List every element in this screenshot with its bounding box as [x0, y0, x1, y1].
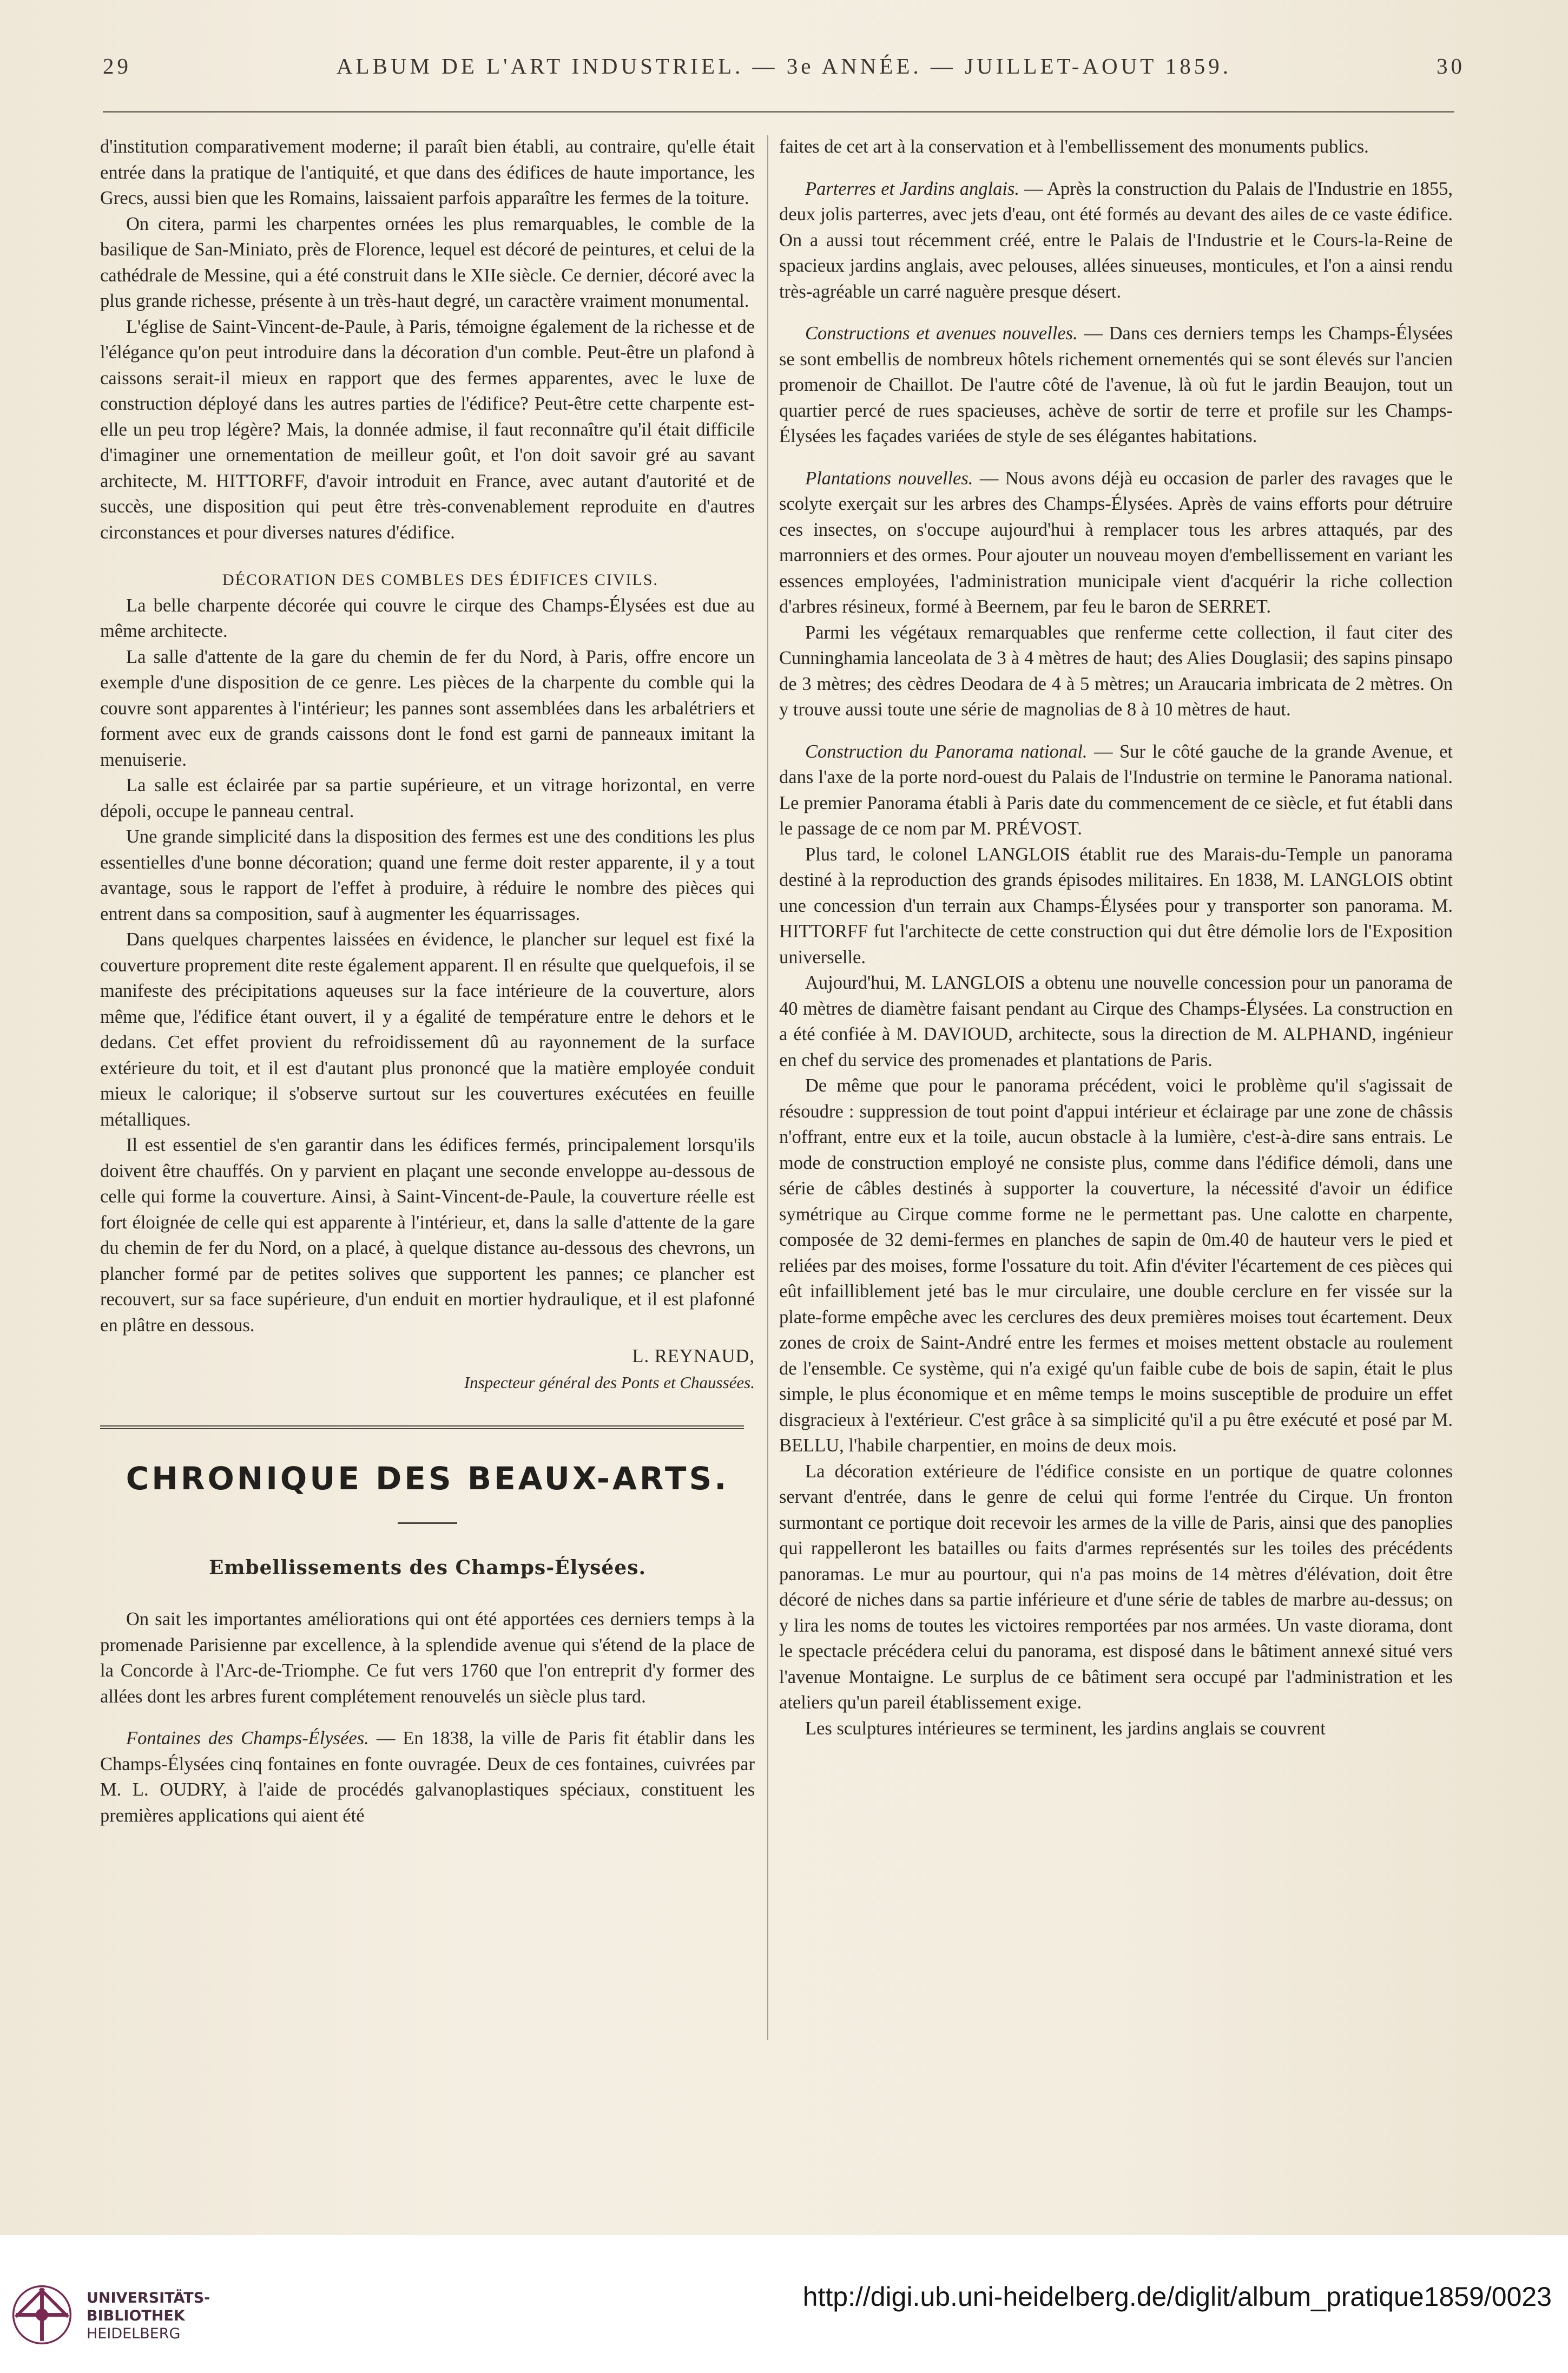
paragraph-body: — Nous avons déjà eu occasion de parler des ravages que le scolyte exerçait sur les arbres des Champs-Élysées. Après de vains efforts pour détruire ces insectes, on s'occupe aujourd'hui à remplacer tous les arbres attaqués, par des marronniers et des ormes. Pour ajouter un nouveau moyen d'embellissement en variant les essences employées, l'administration municipale vient d'acquérir la riche collection d'arbres résineux, formé à Beernem, par feu le baron de SERRET. [779, 468, 1453, 617]
paragraph-body: — Dans ces derniers temps les Champs-Élysées se sont embellis de nombreux hôtels richement ornementés qui se sont élevés sur l'ancien promenoir de Chaillot. De l'autre côté de l'avenue, là où fut le jardin Beaujon, tout un quartier percé de rues spacieuses, achève de sortir de terre et profile sur les Champs-Élysées les façades variées de style de ses élégantes habitations. [779, 323, 1453, 446]
paragraph: La décoration extérieure de l'édifice consiste en un portique de quatre colonnes servant d'entrée, dans le genre de celui qui forme l'entrée du Cirque. Un fronton surmontant ce portique doit recevoir les armes de la ville de Paris, ainsi que des panoplies qui rappelleront les batailles ou faits d'armes représentés sur les toiles des précédents panoramas. Le mur au pourtour, qui n'a pas moins de 14 mètres d'élévation, doit être décoré de niches dans sa partie inférieure et d'une série de tables de marbre au-dessus; on y lira les noms de toutes les victoires remportées par nos armées. Un vaste diorama, dont le spectacle précédera celui du panorama, est disposé dans le bâtiment annexé situé vers l'avenue Montaigne. Le surplus de ce bâtiment sera occupé par l'administration et les ateliers qu'un pareil établissement exige. [779, 1461, 1453, 1713]
paragraph [779, 739, 1453, 842]
paragraph: Les sculptures intérieures se terminent, les jardins anglais se couvrent [805, 1718, 1326, 1739]
short-rule [398, 1522, 457, 1524]
paragraph: La belle charpente décorée qui couvre le cirque des Champs-Élysées est due au même architecte. [100, 595, 755, 641]
paragraph: Aujourd'hui, M. LANGLOIS a obtenu une nouvelle concession pour un panorama de 40 mètres de diamètre faisant pendant au Cirque des Champs-Élysées. La construction en a été confiée à M. DAVIOUD, architecte, sous la direction de M. ALPHAND, ingénieur en chef du service des promenades et plantations de Paris. [779, 972, 1453, 1070]
section-double-rule [100, 1425, 744, 1429]
right-column [779, 134, 1453, 1741]
paragraph: Une grande simplicité dans la disposition des fermes est une des conditions les plus essentielles d'une bonne décoration; quand une ferme doit rester apparente, il y a tout avantage, sous le rapport de l'effet à produire, à réduire le nombre des pièces qui entrent dans sa composition, sauf à augmenter les équarrissages. [100, 826, 755, 924]
run-in-heading: Parterres et Jardins anglais. [805, 178, 1020, 199]
paragraph [779, 466, 1453, 620]
run-in-heading: Construction du Panorama national. [805, 741, 1088, 762]
author-title: Inspecteur général des Ponts et Chaussées. [464, 1372, 755, 1392]
paragraph: Plus tard, le colonel LANGLOIS établit rue des Marais-du-Temple un panorama destiné à la reproduction des grands épisodes militaires. En 1838, M. LANGLOIS obtint une concession d'un terrain aux Champs-Élysées pour y transporter son panorama. M. HITTORFF fut l'architecte de cette construction qui dut être démolie lors de l'Exposition universelle. [779, 844, 1453, 968]
paragraph: Parmi les végétaux remarquables que renferme cette collection, il faut citer des Cunninghamia lanceolata de 3 à 4 mètres de haut; des Alies Douglasii; des sapins pinsapo de 3 mètres; des cèdres Deodara de 4 à 5 mètres; un Araucaria imbricata de 2 mètres. On y trouve aussi toute une série de magnolias de 8 à 10 mètres de haut. [779, 622, 1453, 720]
column-divider [767, 135, 768, 2040]
journal-title: ALBUM DE L'ART INDUSTRIEL. — 3e ANNÉE. — JUILLET-AOUT 1859. [336, 54, 1232, 78]
chronique-heading: CHRONIQUE DES BEAUX-ARTS. [126, 1460, 729, 1497]
running-header [103, 53, 1465, 86]
paragraph [779, 321, 1453, 450]
digitization-footer [0, 2235, 1568, 2373]
paragraph: La salle d'attente de la gare du chemin de fer du Nord, à Paris, offre encore un exemple d'une disposition de ce genre. Les pièces de la charpente du comble qui la couvre sont apparentes à l'intérieur; les pannes sont assemblées dans les arbalétriers et forment avec eux de grands caissons dont le fond est garni de panneaux imitant la menuiserie. [100, 646, 755, 770]
left-column [100, 134, 755, 1829]
section-subheading: DÉCORATION DES COMBLES DES ÉDIFICES CIVILS. [222, 571, 659, 589]
run-in-heading: Plantations nouvelles. [805, 468, 973, 489]
paragraph [779, 176, 1453, 305]
paragraph: Il est essentiel de s'en garantir dans les édifices fermés, principalement lorsqu'ils doivent être chauffés. On y parvient en plaçant une seconde enveloppe au-dessous de celle qui forme la couverture. Ainsi, à Saint-Vincent-de-Paule, la couverture réelle est fort éloignée de celle qui est apparente à l'intérieur, et, dans la salle d'attente de la gare du chemin de fer du Nord, on a placé, à quelque distance au-dessous des chevrons, un plancher formé par de petites solives que supportent les pannes; ce plancher est recouvert, sur sa face supérieure, d'un enduit en mortier hydraulique, et il est plafonné en plâtre en dessous. [100, 1135, 755, 1336]
paragraph: faites de cet art à la conservation et à l'embellissement des monuments publics. [779, 136, 1369, 157]
library-line: HEIDELBERG [87, 2325, 181, 2342]
paragraph: Dans quelques charpentes laissées en évidence, le plancher sur lequel est fixé la couverture proprement dite reste également apparent. Il en résulte que quelquefois, il se manifeste des précipitations aqueuses sur la face intérieure de la couverture, alors même que, l'édifice étant ouvert, il y a égalité de température entre le dehors et le dedans. Cet effet provient du refroidissement dû au rayonnement de la surface extérieure du toit, et il est d'autant plus prononcé que la matière employée conduit mieux le calorique; il s'observe surtout sur les couvertures exécutées en feuille métalliques. [100, 929, 755, 1130]
article-subheading: Embellissements des Champs-Élysées. [208, 1556, 647, 1579]
paragraph-body: — En 1838, la ville de Paris fit établir dans les Champs-Élysées cinq fontaines en fonte ouvragée. Deux de ces fontaines, cuivrées par M. L. OUDRY, à l'aide de procédés galvanoplastiques spéciaux, constituent les premières applications qui aient été [100, 1728, 755, 1826]
library-name [87, 2289, 210, 2343]
header-rule [103, 111, 1454, 113]
run-in-heading: Fontaines des Champs-Élysées. [126, 1728, 369, 1748]
paragraph: d'institution comparativement moderne; il paraît bien établi, au contraire, qu'elle était entrée dans la pratique de l'antiquité, et que dans des édifices de haute importance, les Grecs, aussi bien que les Romains, laissaient parfois apparaître les fermes de la toiture. [100, 136, 755, 208]
paragraph: On citera, parmi les charpentes ornées les plus remarquables, le comble de la basilique de San-Miniato, près de Florence, lequel est décoré de peintures, et celui de la cathédrale de Messine, qui a été construit dans le XIIe siècle. Ce dernier, décoré avec la plus grande richesse, présente à un très-haut degré, un caractère vraiment monumental. [100, 213, 755, 311]
paragraph-body: — Sur le côté gauche de la grande Avenue, et dans l'axe de la porte nord-ouest du Palais de l'Industrie on termine le Panorama national. Le premier Panorama établi à Paris date du commencement de ce siècle, et fut établi dans le passage de ce nom par M. PRÉVOST. [779, 741, 1453, 839]
page-number-right: 30 [1437, 54, 1465, 78]
library-line: BIBLIOTHEK [87, 2308, 185, 2324]
page-number-left: 29 [103, 54, 131, 78]
author-signature: L. REYNAUD, [632, 1346, 755, 1366]
paragraph: De même que pour le panorama précédent, voici le problème qu'il s'agissait de résoudre : suppression de tout point d'appui intérieur et éclairage par une zone de châssis n'offrant, entre eux et la toile, aucun obstacle à la lumière, c'est-à-dire sans entrais. Le mode de construction employé ne consiste plus, comme dans l'édifice démoli, dans une série de câbles destinés à supporter la couverture, la nécessité d'avoir un édifice symétrique au Cirque comme forme ne le permettant pas. Une calotte en charpente, composée de 32 demi-fermes en planches de sapin de 0m.40 de hauteur vers le pied et reliées par des moises, forme l'ossature du toit. Afin d'éviter l'écartement de ces pièces qui eût infailliblement jeté bas le mur circulaire, une double cerclure en fer vissée sur la plate-forme empêche avec les cerclures des deux premières moises tout écartement. Deux zones de croix de Saint-André entre les fermes et moises mettent obstacle au roulement de l'ensemble. Ce système, qui n'a exigé qu'un faible cube de bois de sapin, était le plus simple, le plus économique et en même temps le moins susceptible de produire un effet disgracieux à l'extérieur. C'est grâce à sa simplicité qu'il a pu être exécuté et posé par M. BELLU, l'habile charpentier, en moins de deux mois. [779, 1075, 1453, 1456]
paragraph [100, 1726, 755, 1829]
paragraph: L'église de Saint-Vincent-de-Paule, à Paris, témoigne également de la richesse et de l'élégance qu'on peut introduire dans la décoration d'un comble. Peut-être un plafond à caissons serait-il mieux en rapport que des fermes apparentes, avec le luxe de construction déployé dans les autres parties de l'édifice? Peut-être cette charpente est-elle un peu trop légère? Mais, la donnée admise, il faut reconnaître qu'il était difficile d'imaginer une ornementation de meilleur goût, et l'on doit savoir gré au savant architecte, M. HITTORFF, d'avoir introduit en France, avec autant d'autorité et de succès, une disposition qui peut être très-convenablement reproduite en d'autres circonstances et pour diverses natures d'édifice. [100, 316, 755, 543]
run-in-heading: Constructions et avenues nouvelles. [805, 323, 1078, 344]
library-line: UNIVERSITÄTS- [87, 2290, 210, 2306]
university-seal-icon [11, 2284, 73, 2346]
paragraph-body: — Après la construction du Palais de l'Industrie en 1855, deux jolis parterres, avec jets d'eau, ont été formés au devant des ailes de ce vaste édifice. On a aussi tout récemment créé, entre le Palais de l'Industrie et le Cours-la-Reine de spacieux jardins anglais, avec pelouses, allées sinueuses, monticules, et l'on a ainsi rendu très-agréable un carré naguère presque désert. [779, 178, 1453, 302]
paragraph: On sait les importantes améliorations qui ont été apportées ces derniers temps à la promenade Parisienne par excellence, à la splendide avenue qui s'étend de la place de la Concorde à l'Arc-de-Triomphe. Ce fut vers 1760 que l'on entreprit d'y former des allées dont les arbres furent complétement renouvelés un siècle plus tard. [100, 1609, 755, 1707]
paragraph: La salle est éclairée par sa partie supérieure, et un vitrage horizontal, en verre dépoli, occupe le panneau central. [100, 775, 755, 821]
source-url-link[interactable]: http://digi.ub.uni-heidelberg.de/diglit/album_pratique1859/0023 [802, 2282, 1552, 2312]
